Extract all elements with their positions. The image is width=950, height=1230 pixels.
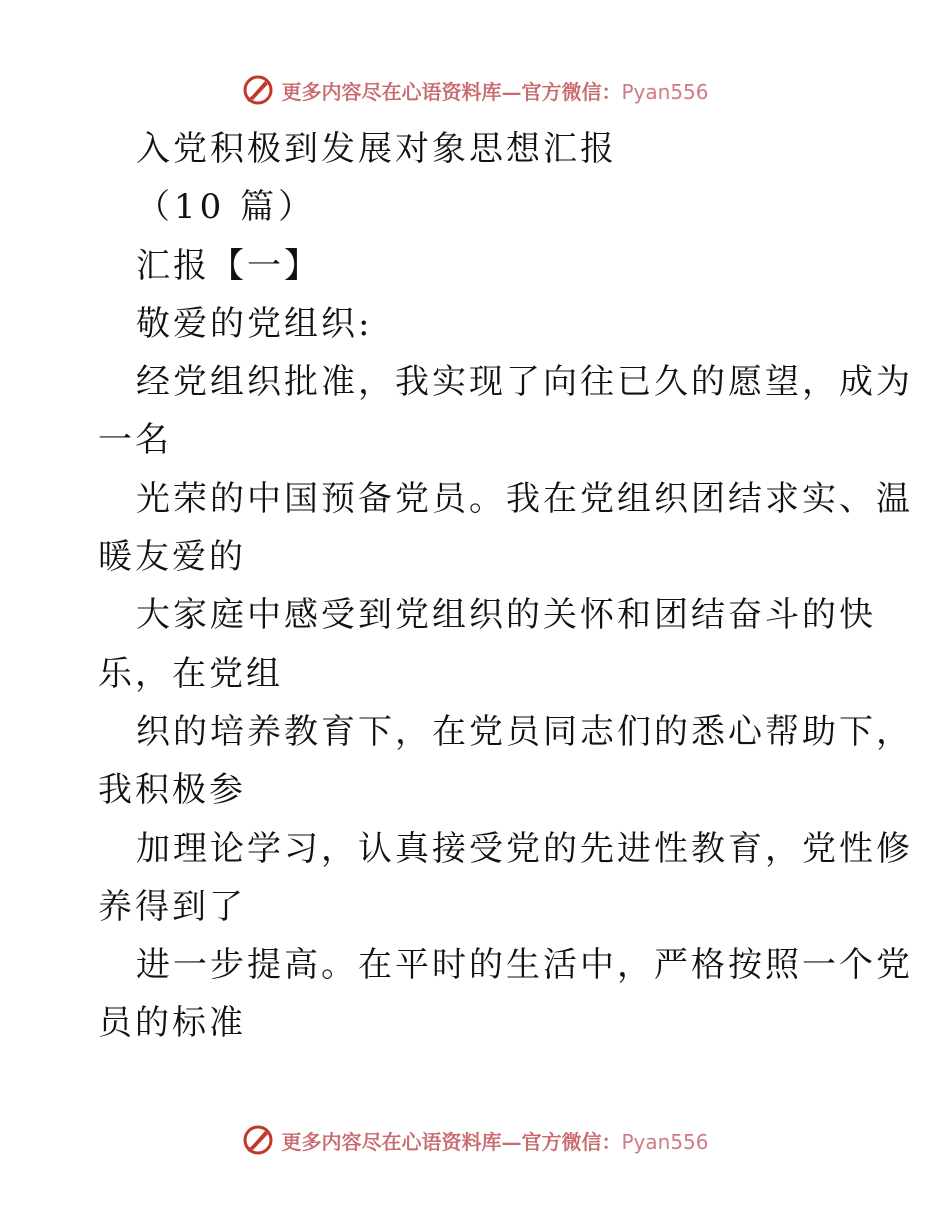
paragraph-line: 我积极参 bbox=[98, 770, 246, 811]
paragraph-line: 经党组织批准，我实现了向往已久的愿望，成为 bbox=[136, 362, 913, 403]
paragraph-line: 乐，在党组 bbox=[98, 653, 283, 694]
paragraph-line: 加理论学习，认真接受党的先进性教育，党性修 bbox=[136, 828, 913, 869]
quill-pen-logo-icon bbox=[241, 1123, 275, 1157]
header-banner-text: 更多内容尽在心语资料库—官方微信：Pyan556 bbox=[281, 79, 709, 104]
header-banner bbox=[0, 70, 950, 110]
section-heading: 汇报【一】 bbox=[136, 245, 321, 286]
footer-banner-text: 更多内容尽在心语资料库—官方微信：Pyan556 bbox=[281, 1129, 709, 1154]
footer-banner bbox=[0, 1120, 950, 1160]
quill-pen-logo-icon bbox=[241, 73, 275, 107]
salutation: 敬爱的党组织: bbox=[136, 303, 373, 344]
paragraph-line: 进一步提高。在平时的生活中，严格按照一个党 bbox=[136, 945, 913, 986]
paragraph-line: 光荣的中国预备党员。我在党组织团结求实、温 bbox=[136, 478, 913, 519]
paragraph-line: 织的培养教育下，在党员同志们的悉心帮助下， bbox=[136, 711, 913, 752]
document-count: （10 篇） bbox=[136, 187, 317, 228]
document-body bbox=[98, 120, 913, 1053]
paragraph-line: 大家庭中感受到党组织的关怀和团结奋斗的快 bbox=[136, 595, 876, 636]
paragraph-line: 暖友爱的 bbox=[98, 537, 246, 578]
document-title: 入党积极到发展对象思想汇报 bbox=[136, 129, 617, 169]
paragraph-line: 员的标准 bbox=[98, 1003, 246, 1044]
paragraph-line: 养得到了 bbox=[98, 886, 246, 927]
paragraph-line: 一名 bbox=[98, 420, 172, 461]
